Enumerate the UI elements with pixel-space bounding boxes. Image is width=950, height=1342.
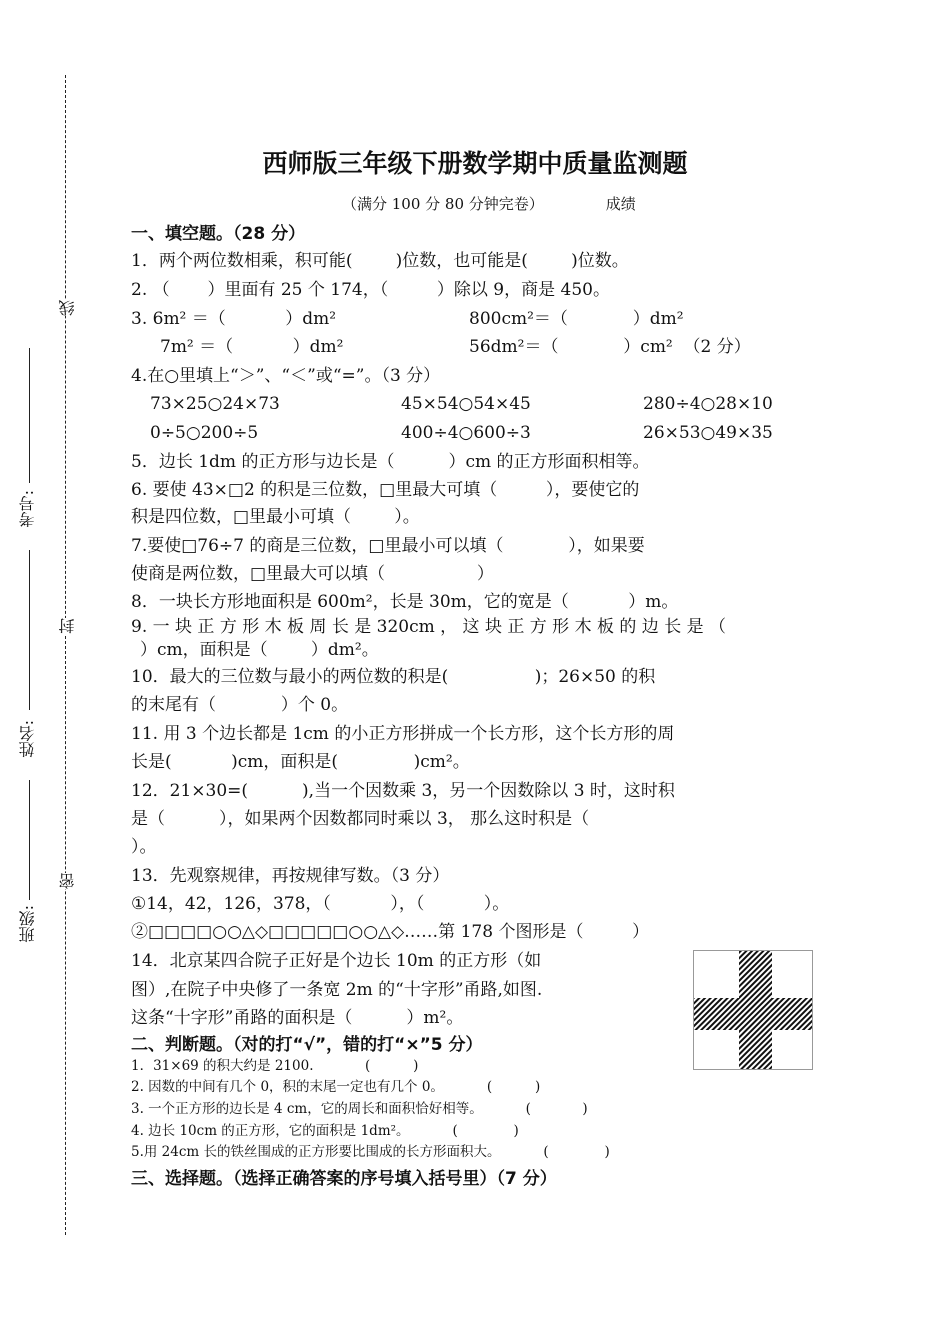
- question-4-item: 280÷4○28×10: [643, 394, 773, 414]
- section3-heading: 三、选择题。（选择正确答案的序号填入括号里）（7 分）: [131, 1169, 557, 1189]
- score-info: （满分 100 分 80 分钟完卷）: [342, 195, 544, 213]
- question-10b: 的末尾有（ ）个 0。: [131, 695, 349, 715]
- question-10a: 10．最大的三位数与最小的两位数的积是( )；26×50 的积: [131, 667, 656, 687]
- judge-item: 4. 边长 10cm 的正方形，它的面积是 1dm²。 ( ): [131, 1123, 519, 1139]
- question-4: 4.在○里填上“＞”、“＜”或“=”。（3 分）: [131, 366, 441, 386]
- class-label: 班级:: [18, 905, 37, 943]
- question-5: 5．边长 1dm 的正方形与边长是（ ）cm 的正方形面积相等。: [131, 452, 650, 472]
- question-3a-left: 3. 6m² ＝（ ）dm²: [131, 309, 337, 329]
- question-6b: 积是四位数，□里最小可填（ ）。: [131, 507, 420, 527]
- question-14a: 14．北京某四合院子正好是个边长 10m 的正方形（如: [131, 951, 542, 971]
- exam-number-field[interactable]: [29, 348, 30, 483]
- question-12b: 是（ ），如果两个因数都同时乘以 3， 那么这时积是（: [131, 809, 590, 829]
- question-4-item: 73×25○24×73: [150, 394, 280, 414]
- question-4-item: 0÷5○200÷5: [150, 423, 259, 443]
- question-2: 2. （ ）里面有 25 个 174，（ ）除以 9，商是 450。: [131, 280, 610, 300]
- question-8: 8．一块长方形地面积是 600m²，长是 30m，它的宽是（ ）m。: [131, 592, 679, 612]
- question-9a: 9. 一 块 正 方 形 木 板 周 长 是 320cm ， 这 块 正 方 形 木 板 的 边 长 是 （: [131, 617, 726, 637]
- question-6a: 6. 要使 43×□2 的积是三位数，□里最大可填（ ），要使它的: [131, 480, 640, 500]
- question-7b: 使商是两位数，□里最大可以填（ ）: [131, 564, 494, 584]
- cut-word-line: 线: [58, 300, 77, 316]
- question-11a: 11. 用 3 个边长都是 1cm 的小正方形拼成一个长方形，这个长方形的周: [131, 724, 675, 744]
- question-9b: ）cm，面积是（ ）dm²。: [140, 640, 379, 660]
- subtitle: [342, 193, 636, 214]
- exam-number-label: 考号:: [18, 490, 37, 528]
- class-field[interactable]: [29, 780, 30, 900]
- judge-item: 2. 因数的中间有几个 0，积的末尾一定也有几个 0。 ( ): [131, 1079, 541, 1095]
- binding-cut-line: [65, 75, 66, 1235]
- question-12a: 12．21×30=( ),当一个因数乘 3，另一个因数除以 3 时，这时积: [131, 781, 675, 801]
- cut-word-seal: 封: [58, 618, 77, 634]
- section2-heading: 二、判断题。（对的打“√”，错的打“×”5 分）: [131, 1035, 483, 1055]
- question-13-sequence: ①14，42，126，378，（ ），（ ）。: [131, 894, 510, 914]
- question-13: 13．先观察规律，再按规律写数。（3 分）: [131, 866, 450, 886]
- question-1: 1．两个两位数相乘，积可能( )位数，也可能是( )位数。: [131, 251, 629, 271]
- page-title: 西师版三年级下册数学期中质量监测题: [262, 149, 688, 178]
- question-4-item: 45×54○54×45: [401, 394, 531, 414]
- question-13-pattern: ②□□□□○○△◇□□□□□○○△◇……第 178 个图形是（ ）: [131, 922, 650, 942]
- question-4-item: 400÷4○600÷3: [401, 423, 531, 443]
- question-7a: 7.要使□76÷7 的商是三位数，□里最小可以填（ ），如果要: [131, 536, 645, 556]
- cut-word-secret: 密: [58, 873, 77, 889]
- question-3a-right: 800cm²＝（ ）dm²: [469, 309, 684, 329]
- horizontal-path-shape: [694, 998, 812, 1030]
- name-field[interactable]: [29, 550, 30, 710]
- section1-heading: 一、填空题。（28 分）: [131, 224, 306, 244]
- judge-item: 1．31×69 的积大约是 2100. ( ): [131, 1058, 419, 1074]
- question-12c: ）。: [131, 837, 157, 857]
- question-3b-right: 56dm²＝（ ）cm² （2 分）: [469, 337, 751, 357]
- grade-label: 成绩: [605, 195, 636, 213]
- question-4-item: 26×53○49×35: [643, 423, 773, 443]
- judge-item: 5.用 24cm 长的铁丝围成的正方形要比围成的长方形面积大。 ( ): [131, 1144, 610, 1160]
- question-14c: 这条“十字形”甬路的面积是（ ）m²。: [131, 1008, 464, 1028]
- name-label: 姓名:: [18, 720, 37, 758]
- judge-item: 3. 一个正方形的边长是 4 cm，它的周长和面积恰好相等。 ( ): [131, 1101, 588, 1117]
- question-11b: 长是( )cm，面积是( )cm²。: [131, 752, 470, 772]
- courtyard-figure: [693, 950, 813, 1070]
- question-3b-left: 7m² ＝（ ）dm²: [160, 337, 344, 357]
- question-14b: 图）,在院子中央修了一条宽 2m 的“十字形”甬路,如图.: [131, 980, 543, 1000]
